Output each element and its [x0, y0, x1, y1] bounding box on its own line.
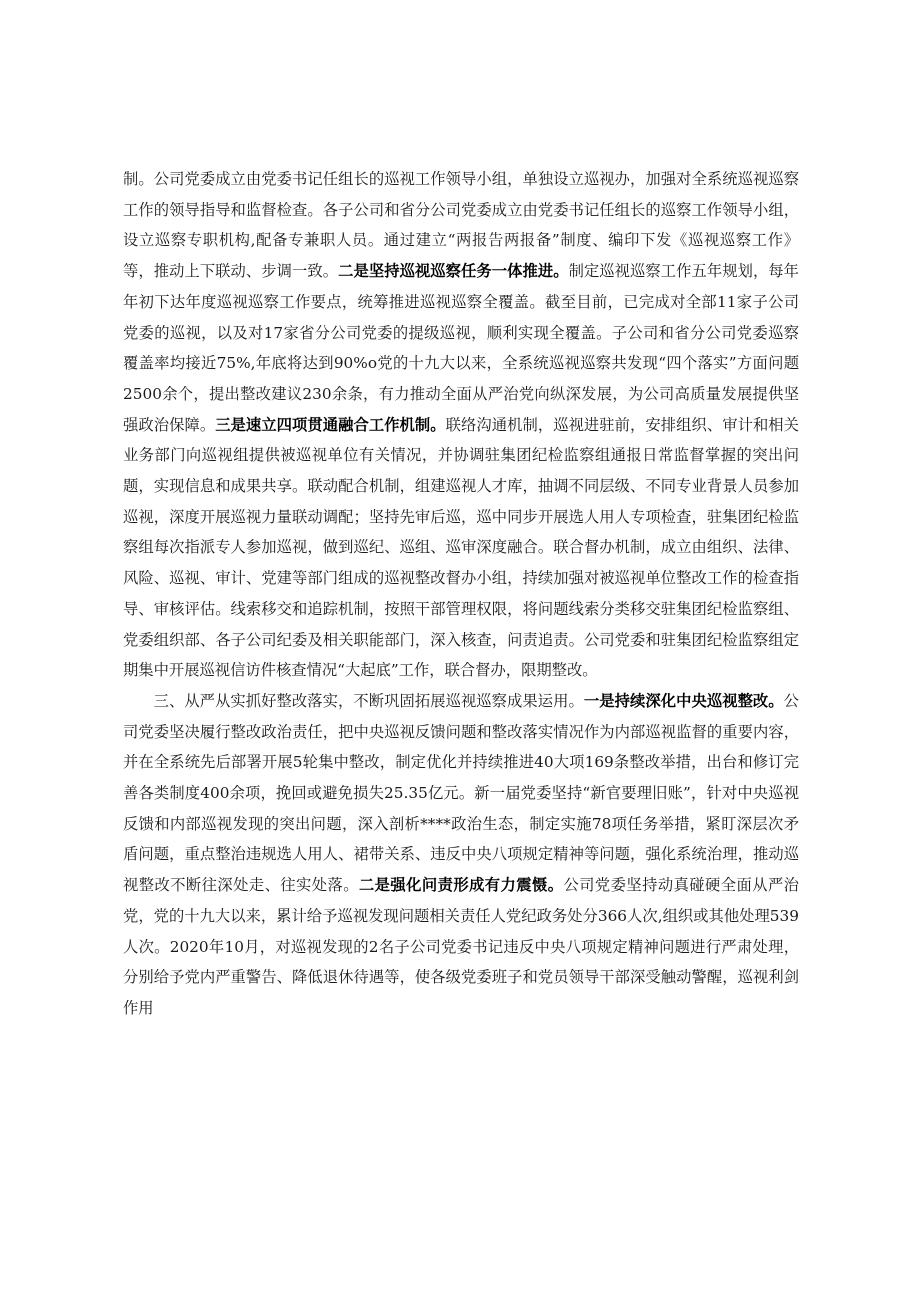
paragraph-heading-bold: 三是速立四项贯通融合工作机制。 — [215, 415, 446, 434]
section-heading: 三、从严从实抓好整改落实，不断巩固拓展巡视巡察成果运用。 — [153, 691, 584, 710]
document-body — [123, 164, 799, 1024]
paragraph-text: 联络沟通机制，巡视进驻前，安排组织、审计和相关业务部门向巡视组提供被巡视单位有关情况，并协调驻集团纪检监察组通报日常监督掌握的突出问题，实现信息和成果共享。联动配合机制，组建巡视人才库，抽调不同层级、不同专业背景人员参加巡视，深度开展巡视力量联动调配；坚持先审后巡，巡中同步开展选人用人专项检查，驻集团纪检监察组每次指派专人参加巡视，做到巡纪、巡组、巡审深度融合。联合督办机制，成立由组织、法律、风险、巡视、审计、党建等部门组成的巡视整改督办小组，持续加强对被巡视单位整改工作的检查指导、审核评估。线索移交和追踪机制，按照干部管理权限，将问题线索分类移交驻集团纪检监察组、党委组织部、各子公司纪委及相关职能部门，深入核查，问责追责。公司党委和驻集团纪检监察组定期集中开展巡视信访件核查情况“大起底”工作，联合督办，限期整改。 — [123, 415, 799, 680]
paragraph-rectification — [123, 686, 799, 1024]
paragraph-inspection-mechanisms — [123, 164, 799, 686]
paragraph-heading-bold: 二是坚持巡视巡察任务一体推进。 — [338, 262, 569, 281]
paragraph-text: 公司党委坚决履行整改政治责任，把中央巡视反馈问题和整改落实情况作为内部巡视监督的重要内容，并在全系统先后部署开展5轮集中整改，制定优化并持续推进40大项169条整改举措，出台和修订完善各类制度400余项，挽回或避免损失25.35亿元。新一届党委坚持“新官要理旧账”，针对中央巡视反馈和内部巡视发现的突出问题，深入剖析****政治生态，制定实施78项任务举措，紧盯深层次矛盾问题，重点整治违规选人用人、裙带关系、违反中央八项规定精神等问题，强化系统治理，推动巡视整改不断往深处走、往实处落。 — [123, 691, 799, 895]
paragraph-text: 制。公司党委成立由党委书记任组长的巡视工作领导小组，单独设立巡视办，加强对全系统巡视巡察工作的领导指导和监督检查。各子公司和省分公司党委成立由党委书记任组长的巡察工作领导小组，设立巡察专职机构,配备专兼职人员。通过建立“两报告两报备”制度、编印下发《巡视巡察工作》等，推动上下联动、步调一致。 — [123, 170, 799, 281]
paragraph-text: 制定巡视巡察工作五年规划，每年年初下达年度巡视巡察工作要点，统筹推进巡视巡察全覆盖。截至目前，已完成对全部11家子公司党委的巡视，以及对17家省分公司党委的提级巡视，顺利实现全覆盖。子公司和省分公司党委巡察覆盖率均接近75%,年底将达到90%o党的十九大以来，全系统巡视巡察共发现“四个落实”方面问题2500余个，提出整改建议230余条，有力推动全面从严治党向纵深发展，为公司高质量发展提供坚强政治保障。 — [123, 262, 799, 434]
paragraph-text: 公司党委坚持动真碰硬全面从严治党，党的十九大以来，累计给予巡视发现问题相关责任人党纪政务处分366人次,组织或其他处理539人次。2020年10月，对巡视发现的2名子公司党委书记违反中央八项规定精神问题进行严肃处理，分别给予党内严重警告、降低退休待遇等，使各级党委班子和党员领导干部深受触动警醒，巡视利剑作用 — [123, 876, 799, 1017]
paragraph-heading-bold: 一是持续深化中央巡视整改。 — [583, 691, 784, 710]
paragraph-heading-bold: 二是强化问责形成有力震慑。 — [358, 876, 564, 895]
